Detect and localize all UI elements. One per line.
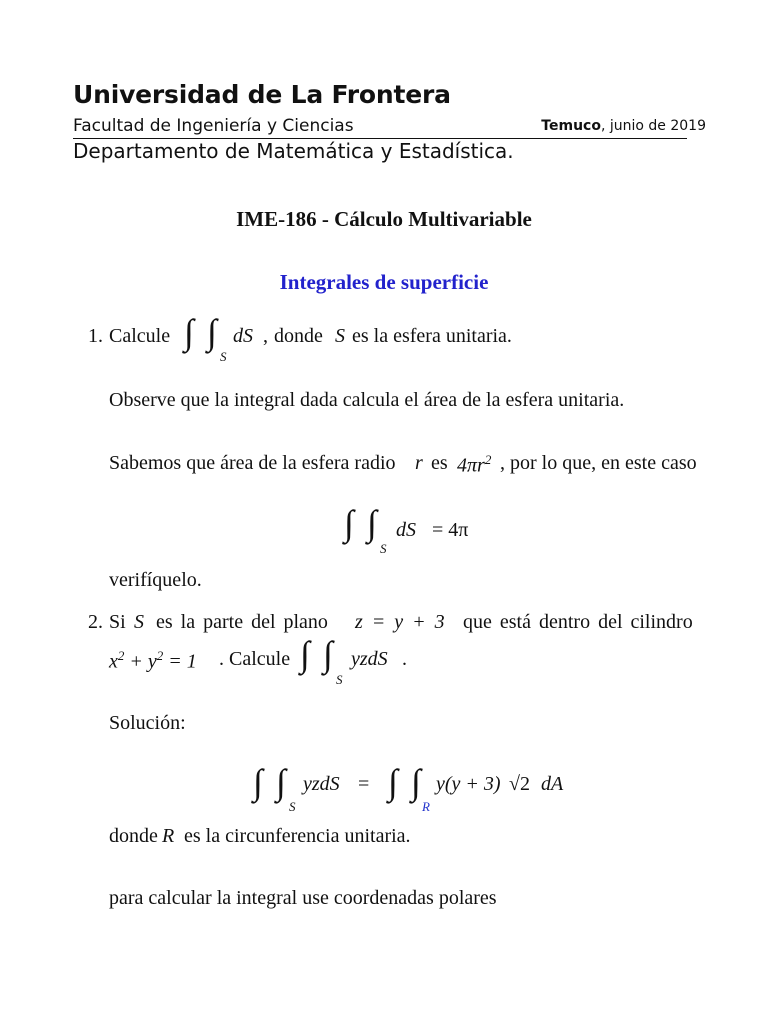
section-title: Integrales de superficie bbox=[279, 270, 489, 294]
cyl-equals-one: = 1 bbox=[163, 650, 197, 673]
integral-subscript: S bbox=[289, 799, 296, 814]
course-title: IME-186 - Cálculo Multivariable bbox=[236, 207, 532, 231]
problem-2-integrand: yzdS bbox=[351, 648, 388, 670]
problem-2-plane-text: es la parte del plano bbox=[156, 611, 328, 633]
problem-1-comma: , bbox=[263, 325, 268, 347]
integral-sign: ∫ bbox=[253, 762, 263, 802]
problem-2-cylinder-equation bbox=[109, 648, 197, 674]
problem-1-result-value: = 4π bbox=[432, 519, 469, 541]
integral-sign: ∫ bbox=[344, 503, 354, 543]
problem-1-statement-tail: es la esfera unitaria. bbox=[352, 325, 512, 347]
problem-2-plane-equation: z = y + 3 bbox=[355, 611, 445, 633]
integral-sign: ∫ bbox=[207, 312, 217, 352]
integral-sign: ∫ bbox=[411, 762, 421, 802]
date: , junio de 2019 bbox=[600, 118, 706, 134]
problem-1-number: 1. bbox=[88, 325, 103, 347]
solution-da: dA bbox=[541, 773, 564, 795]
problem-2-var-s: S bbox=[134, 611, 144, 633]
donde-tail: es la circunferencia unitaria. bbox=[184, 825, 411, 847]
solution-left-integrand: yzdS bbox=[303, 773, 340, 795]
place-date bbox=[541, 118, 706, 134]
problem-2-period: . bbox=[402, 648, 407, 670]
integral-subscript: S bbox=[380, 541, 387, 556]
cyl-y-exponent: 2 bbox=[156, 648, 164, 663]
cyl-x: x bbox=[109, 650, 118, 673]
solution-right-integrand: y(y + 3) bbox=[436, 773, 501, 795]
integral-sign: ∫ bbox=[367, 503, 377, 543]
donde-var-r: R bbox=[162, 825, 175, 847]
integral-sign: ∫ bbox=[300, 634, 310, 674]
problem-2-si: Si bbox=[109, 611, 126, 633]
problem-1-result-integrand: dS bbox=[396, 519, 416, 541]
integral-subscript: S bbox=[336, 672, 343, 687]
area-base: 4πr bbox=[457, 454, 485, 477]
integral-sign: ∫ bbox=[184, 312, 194, 352]
problem-2-cylinder-text: que está dentro del cilindro bbox=[463, 611, 693, 633]
integral-subscript: S bbox=[220, 349, 227, 364]
solution-equals: = bbox=[358, 773, 370, 795]
problem-1-sabemos-tail: , por lo que, en este caso bbox=[500, 452, 697, 474]
problem-1-verify: verifíquelo. bbox=[109, 569, 202, 591]
solucion-label: Solución: bbox=[109, 712, 186, 734]
city: Temuco bbox=[541, 118, 601, 134]
department-name: Departamento de Matemática y Estadística. bbox=[73, 139, 514, 163]
integral-subscript-r: R bbox=[422, 799, 430, 814]
problem-1-var-r: r bbox=[415, 452, 423, 474]
integral-sign: ∫ bbox=[276, 762, 286, 802]
university-name: Universidad de La Frontera bbox=[73, 80, 451, 109]
cyl-x-exponent: 2 bbox=[117, 648, 125, 663]
problem-1-calcule: Calcule bbox=[109, 325, 171, 347]
problem-1-integrand: dS bbox=[233, 325, 253, 347]
polar-coordinates-hint: para calcular la integral use coordenadas polares bbox=[109, 887, 497, 909]
faculty-name: Facultad de Ingeniería y Ciencias bbox=[73, 116, 354, 136]
problem-1-var-s: S bbox=[335, 325, 345, 347]
problem-1-donde: donde bbox=[274, 325, 323, 347]
integral-sign: ∫ bbox=[388, 762, 398, 802]
donde-text: donde bbox=[109, 825, 158, 847]
solution-sqrt2: √2 bbox=[509, 773, 530, 795]
integral-sign: ∫ bbox=[323, 634, 333, 674]
problem-1-observe: Observe que la integral dada calcula el área de la esfera unitaria. bbox=[109, 389, 625, 411]
problem-1-es: es bbox=[431, 452, 448, 474]
cyl-plus-y: + y bbox=[124, 650, 157, 673]
problem-1-sabemos: Sabemos que área de la esfera radio bbox=[109, 452, 396, 474]
problem-2-calcule: . Calcule bbox=[219, 648, 291, 670]
problem-1-area-formula bbox=[457, 452, 491, 478]
problem-2-number: 2. bbox=[88, 611, 103, 633]
area-exponent: 2 bbox=[484, 452, 492, 467]
